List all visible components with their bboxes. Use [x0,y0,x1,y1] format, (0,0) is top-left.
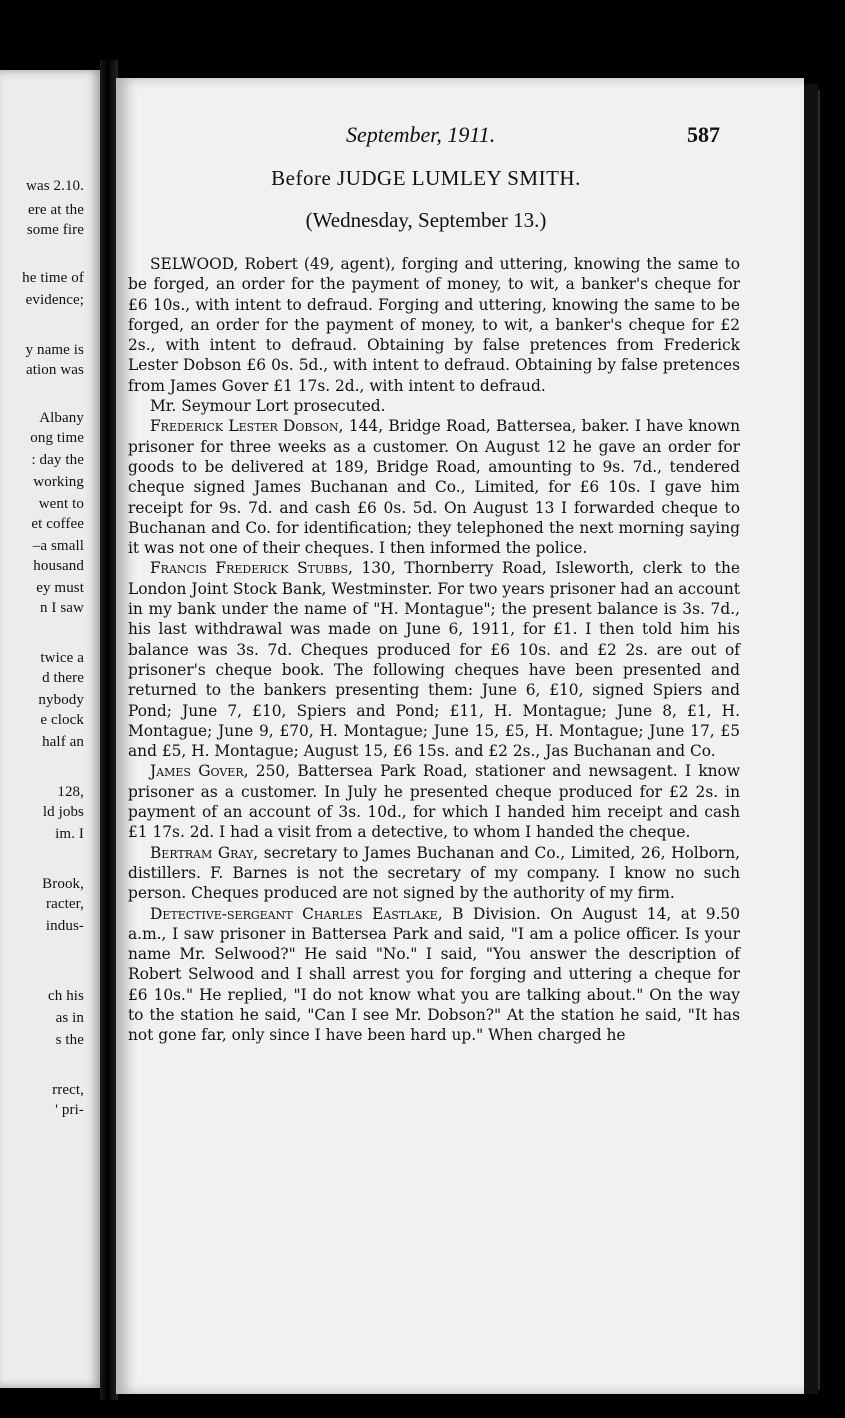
book-cover-edge [818,90,845,1390]
page-number: 587 [687,122,720,147]
page-edge [804,84,818,1394]
left-facing-page [0,70,102,1388]
left-page-line: he time of [22,270,84,286]
left-page-line: ere at the [28,202,84,218]
running-head [116,122,804,146]
paragraph-text: , B Division. On August 14, at 9.50 a.m., I saw prisoner in Battersea Park and said, "I am a police officer. Is your name Mr. Selwood?" He said "No." I said, "You answer the description of Robert Selwood and I shall arrest you for forging and uttering a cheque for £6 10s." He replied, "I do not know what you are talking about." On the way to the station he said, "Can I see Mr. Dobson?" At the station he said, "It has not gone far, only since I have been hard up." When charged he [128,904,740,1045]
left-page-line: Albany [39,410,84,426]
left-page-line: s the [55,1032,84,1048]
left-page-line: twice a [40,650,84,666]
left-page-line: ey must [36,580,84,596]
body-text [128,254,740,1046]
left-page-line: some fire [26,222,84,238]
paragraph-lead: James Gover [150,762,244,781]
left-page-line: rrect, [52,1082,84,1098]
paragraph [128,558,740,761]
left-page-line: working [33,474,84,490]
left-page-line: –a small [32,538,84,554]
left-page-line: e clock [40,712,84,728]
paragraph [128,254,740,396]
left-page-line: im. I [55,826,84,842]
left-page-line: : day the [31,452,84,468]
paragraph [128,843,740,904]
left-page-line: ation was [26,362,84,378]
left-page-line: half an [42,734,84,750]
paragraph-lead: Frederick Lester Dobson [150,417,339,436]
main-page [116,78,804,1394]
left-page-line: racter, [46,896,84,912]
paragraph-lead: Detective-sergeant Charles Eastlake [150,904,438,923]
paragraph [128,416,740,558]
running-title: September, 1911. [346,122,496,147]
paragraph [128,761,740,842]
left-page-line: et coffee [31,516,84,532]
paragraph-text: , 144, Bridge Road, Battersea, baker. I have known prisoner for three weeks as a customer. On August 12 he gave an order for goods to be delivered at 189, Bridge Road, amounting to 9s. 7d., tendered cheque signed James Buchanan and Co., Limited, for £6 10s. I gave him receipt for 9s. 7d. and cash £6 0s. 5d. On August 13 I forwarded cheque to Buchanan and Co. for identification; they telephoned the next morning saying it was not one of their cheques. I then informed the police. [128,417,740,558]
left-page-line: ld jobs [42,804,84,820]
paragraph [128,396,740,416]
left-page-line: went to [38,496,84,512]
left-page-line: 128, [57,784,84,800]
left-page-line: Brook, [42,876,84,892]
date-line: (Wednesday, September 13.) [305,208,547,232]
left-page-line: evidence; [25,292,84,308]
left-page-line: housand [33,558,84,574]
paragraph-text: Mr. Seymour Lort prosecuted. [150,397,386,416]
paragraph-text: , 130, Thornberry Road, Isleworth, clerk to the London Joint Stock Bank, Westminster. For two years prisoner had an account in my bank under the name of "H. Montague"; the present balance is 3s. 7d., his last withdrawal was made on June 6, 1911, for £1. I then told him his balance was 3s. 7d. Cheques produced for £6 10s. and £2 2s. are out of prisoner's cheque book. The following cheques have been presented and returned to the bankers presenting them: June 6, £10, signed Spiers and Pond; June 7, £10, Spiers and Pond; £11, H. Montague; June 8, £1, H. Montague; June 9, £70, H. Montague; June 15, £5, H. Montague; June 17, £5 and £5, H. Montague; August 15, £6 15s. and £2 2s., Jas Buchanan and Co. [128,559,740,761]
paragraph-text: SELWOOD, Robert (49, agent), forging and uttering, knowing the same to be forged, an order for the payment of money, to wit, a banker's cheque for £6 10s., with intent to defraud. Forging and uttering, knowing the same to be forged, an order for the payment of money, to wit, a banker's cheque for £2 2s., with intent to defraud. Obtaining by false pretences from Frederick Lester Dobson £6 0s. 5d., with intent to defraud. Obtaining by false pretences from James Gover £1 17s. 2d., with intent to defraud. [128,255,740,395]
left-page-line: ong time [30,430,84,446]
left-page-line: ' pri- [55,1102,84,1118]
paragraph-lead: Francis Frederick Stubbs [150,559,348,578]
paragraph-text: , 250, Battersea Park Road, stationer and newsagent. I know prisoner as a customer. In July he presented cheque produced for £2 2s. in payment of an account of 3s. 10d., for which I handed him receipt and cash £1 17s. 2d. I had a visit from a detective, to whom I handed the cheque. [128,762,740,842]
left-page-line: as in [55,1010,84,1026]
left-page-line: was 2.10. [26,178,84,194]
left-page-line: indus- [45,918,84,934]
left-page-line: n I saw [39,600,84,616]
paragraph-lead: Bertram Gray [150,843,254,862]
left-page-line: ch his [47,988,84,1004]
paragraph [128,904,740,1046]
left-page-line: nybody [38,692,84,708]
court-heading: Before JUDGE LUMLEY SMITH. [271,166,581,190]
left-page-line: d there [42,670,84,686]
left-page-line: y name is [25,342,84,358]
paragraph-text: , secretary to James Buchanan and Co., Limited, 26, Holborn, distillers. F. Barnes is not the secretary of my company. I know no such person. Cheques produced are not signed by the authority of my firm. [128,843,741,903]
